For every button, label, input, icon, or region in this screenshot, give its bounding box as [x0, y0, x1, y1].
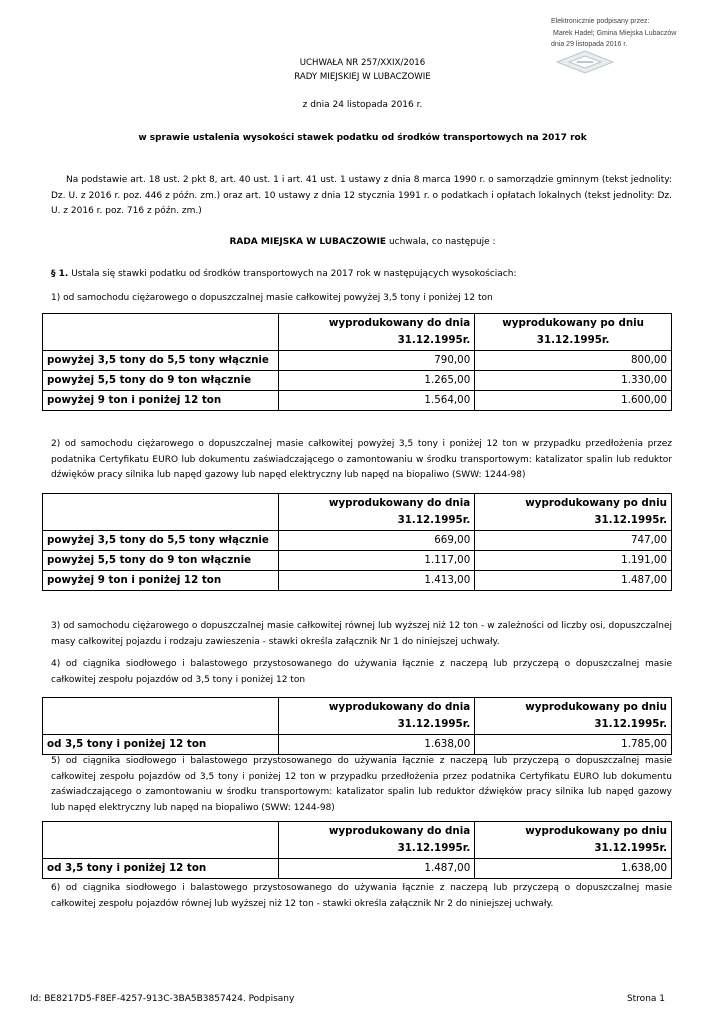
resolution-date: z dnia 24 listopada 2016 r. [302, 100, 423, 110]
rate-table-1 [42, 313, 672, 411]
rate-before: 669,00 [279, 531, 475, 551]
signature-line-2: Marek Hadel; Gmina Miejska Lubaczów [553, 29, 677, 37]
point-3: 3) od samochodu ciężarowego o dopuszczalnej masie całkowitej równej lub wyższej niż 12 ton - w zależności od liczby osi, dopuszczalnej masy całkowitej pojazdu i rodzaju zawieszenia - stawki określa załącznik Nr 1 do niniejszej uchwały. [51, 621, 672, 647]
resolution-subject: w sprawie ustalenia wysokości stawek podatku od środków transportowych na 2017 rok [138, 133, 587, 143]
table-header-empty [43, 494, 279, 531]
row-label: powyżej 3,5 tony do 5,5 tony włącznie [43, 351, 279, 371]
rate-before: 1.117,00 [279, 551, 475, 571]
rate-before: 1.564,00 [279, 391, 475, 411]
rate-before: 790,00 [279, 351, 475, 371]
table-row [43, 531, 672, 551]
rate-after: 1.638,00 [475, 859, 672, 879]
section-1 [51, 267, 672, 283]
header-date: 31.12.1995r. [536, 334, 610, 346]
table-header-row [43, 698, 672, 735]
rate-before: 1.265,00 [279, 371, 475, 391]
declaration-text: uchwala, co następuje : [386, 237, 496, 247]
table-row [43, 551, 672, 571]
header-produced-before [279, 494, 475, 531]
row-label: powyżej 5,5 tony do 9 ton włącznie [43, 551, 279, 571]
header-date: 31.12.1995r. [397, 334, 471, 346]
point-6: 6) od ciągnika siodłowego i balastowego przystosowanego do używania łącznie z naczepą lub przyczepą o dopuszczalnej masie całkowitej zespołu pojazdów równej lub wyższej niż 12 ton - stawki określa załącznik Nr 2 do niniejszej uchwały. [51, 883, 672, 909]
header-date: 31.12.1995r. [594, 514, 667, 526]
rate-before: 1.638,00 [279, 735, 475, 755]
header-text: wyprodukowany po dniu [525, 825, 667, 837]
header-date: 31.12.1995r. [397, 718, 471, 730]
point-1: 1) od samochodu ciężarowego o dopuszczalnej masie całkowitej powyżej 3,5 tony i poniżej 12 ton [51, 293, 493, 303]
header-date: 31.12.1995r. [594, 842, 667, 854]
document-id: Id: BE8217D5-F8EF-4257-913C-3BA5B3857424. Podpisany [30, 994, 295, 1004]
table-row [43, 735, 672, 755]
header-text: wyprodukowany po dniu [502, 317, 645, 329]
row-label: powyżej 9 ton i poniżej 12 ton [43, 571, 279, 591]
table-header-empty [43, 822, 279, 859]
table-row [43, 571, 672, 591]
point-4: 4) od ciągnika siodłowego i balastowego przystosowanego do używania łącznie z naczepą lub przyczepą o dopuszczalnej masie całkowitej zespołu pojazdów od 3,5 tony i poniżej 12 ton [51, 659, 672, 685]
rate-table-4 [42, 821, 672, 879]
header-date: 31.12.1995r. [594, 718, 667, 730]
header-produced-after [475, 698, 672, 735]
table-row [43, 351, 672, 371]
table-row [43, 859, 672, 879]
point-5: 5) od ciągnika siodłowego i balastowego przystosowanego do używania łącznie z naczepą lub przyczepą o dopuszczalnej masie całkowitej zespołu pojazdów od 3,5 tony i poniżej 12 ton w przypadku przedłożenia przez podatnika Certyfikatu EURO lub dokumentu zaświadczającego o zamontowaniu w środku transportowym: katalizator spalin lub reduktor dźwięków pracy silnika lub napęd gazowy lub napęd elektryczny lub napęd na biopaliwo (SWW: 1244-98) [51, 756, 672, 813]
header-produced-after [475, 822, 672, 859]
header-text: wyprodukowany do dnia [328, 317, 471, 329]
header-text: wyprodukowany do dnia [328, 825, 471, 837]
section-1-mark: § 1. [51, 269, 69, 279]
declaration [0, 237, 725, 247]
rate-after: 747,00 [475, 531, 672, 551]
row-label: powyżej 9 ton i poniżej 12 ton [43, 391, 279, 411]
header-produced-before [279, 314, 475, 351]
header-date: 31.12.1995r. [397, 514, 471, 526]
row-label: od 3,5 tony i poniżej 12 ton [43, 859, 279, 879]
row-label: od 3,5 tony i poniżej 12 ton [43, 735, 279, 755]
header-text: wyprodukowany do dnia [328, 497, 471, 509]
council-name: RADY MIEJSKIEJ W LUBACZOWIE [294, 72, 431, 82]
table-header-row [43, 494, 672, 531]
rate-after: 1.785,00 [475, 735, 672, 755]
rate-before: 1.413,00 [279, 571, 475, 591]
section-1-text: Ustala się stawki podatku od środków transportowych na 2017 rok w następujących wysokościach: [68, 269, 517, 279]
header-date: 31.12.1995r. [397, 842, 471, 854]
table-row [43, 391, 672, 411]
signature-block [551, 16, 676, 51]
header-text: wyprodukowany po dniu [525, 497, 667, 509]
table-header-empty [43, 698, 279, 735]
rate-after: 1.600,00 [475, 391, 672, 411]
header-produced-after [475, 494, 672, 531]
table-header-row [43, 314, 672, 351]
row-label: powyżej 5,5 tony do 9 ton włącznie [43, 371, 279, 391]
table-row [43, 371, 672, 391]
header-produced-after [475, 314, 672, 351]
resolution-header [0, 56, 725, 84]
signature-line-3: dnia 29 listopada 2016 r. [551, 41, 628, 48]
table-header-row [43, 822, 672, 859]
resolution-title: UCHWAŁA NR 257/XXIX/2016 [299, 58, 426, 68]
preamble: Na podstawie art. 18 ust. 2 pkt 8, art. 40 ust. 1 i art. 41 ust. 1 ustawy z dnia 8 marca 1990 r. o samorządzie gminnym (tekst jednolity: Dz. U. z 2016 r. poz. 446 z późn. zm.) oraz art. 10 ustawy z dnia 12 stycznia 1991 r. o podatkach i opłatach lokalnych (tekst jednolity: Dz. U. z 2016 r. poz. 716 z późn. zm.) [51, 175, 672, 216]
table-header-empty [43, 314, 279, 351]
header-text: wyprodukowany do dnia [328, 701, 471, 713]
signature-line-1: Elektronicznie podpisany przez: [551, 18, 650, 25]
row-label: powyżej 3,5 tony do 5,5 tony włącznie [43, 531, 279, 551]
page-number: Strona 1 [626, 994, 665, 1004]
rate-table-3 [42, 697, 672, 755]
header-produced-before [279, 698, 475, 735]
rate-before: 1.487,00 [279, 859, 475, 879]
header-produced-before [279, 822, 475, 859]
rate-after: 800,00 [475, 351, 672, 371]
declaration-council: RADA MIEJSKA W LUBACZOWIE [229, 237, 387, 247]
rate-after: 1.487,00 [475, 571, 672, 591]
header-text: wyprodukowany po dniu [525, 701, 667, 713]
rate-after: 1.191,00 [475, 551, 672, 571]
rate-table-2 [42, 493, 672, 591]
rate-after: 1.330,00 [475, 371, 672, 391]
point-2: 2) od samochodu ciężarowego o dopuszczalnej masie całkowitej powyżej 3,5 tony i poniżej 12 ton w przypadku przedłożenia przez podatnika Certyfikatu EURO lub dokumentu zaświadczającego o zamontowaniu w środku transportowym: katalizator spalin lub reduktor dźwięków pracy silnika lub napęd gazowy lub napęd elektryczny lub napęd na biopaliwo (SWW: 1244-98) [51, 439, 672, 480]
